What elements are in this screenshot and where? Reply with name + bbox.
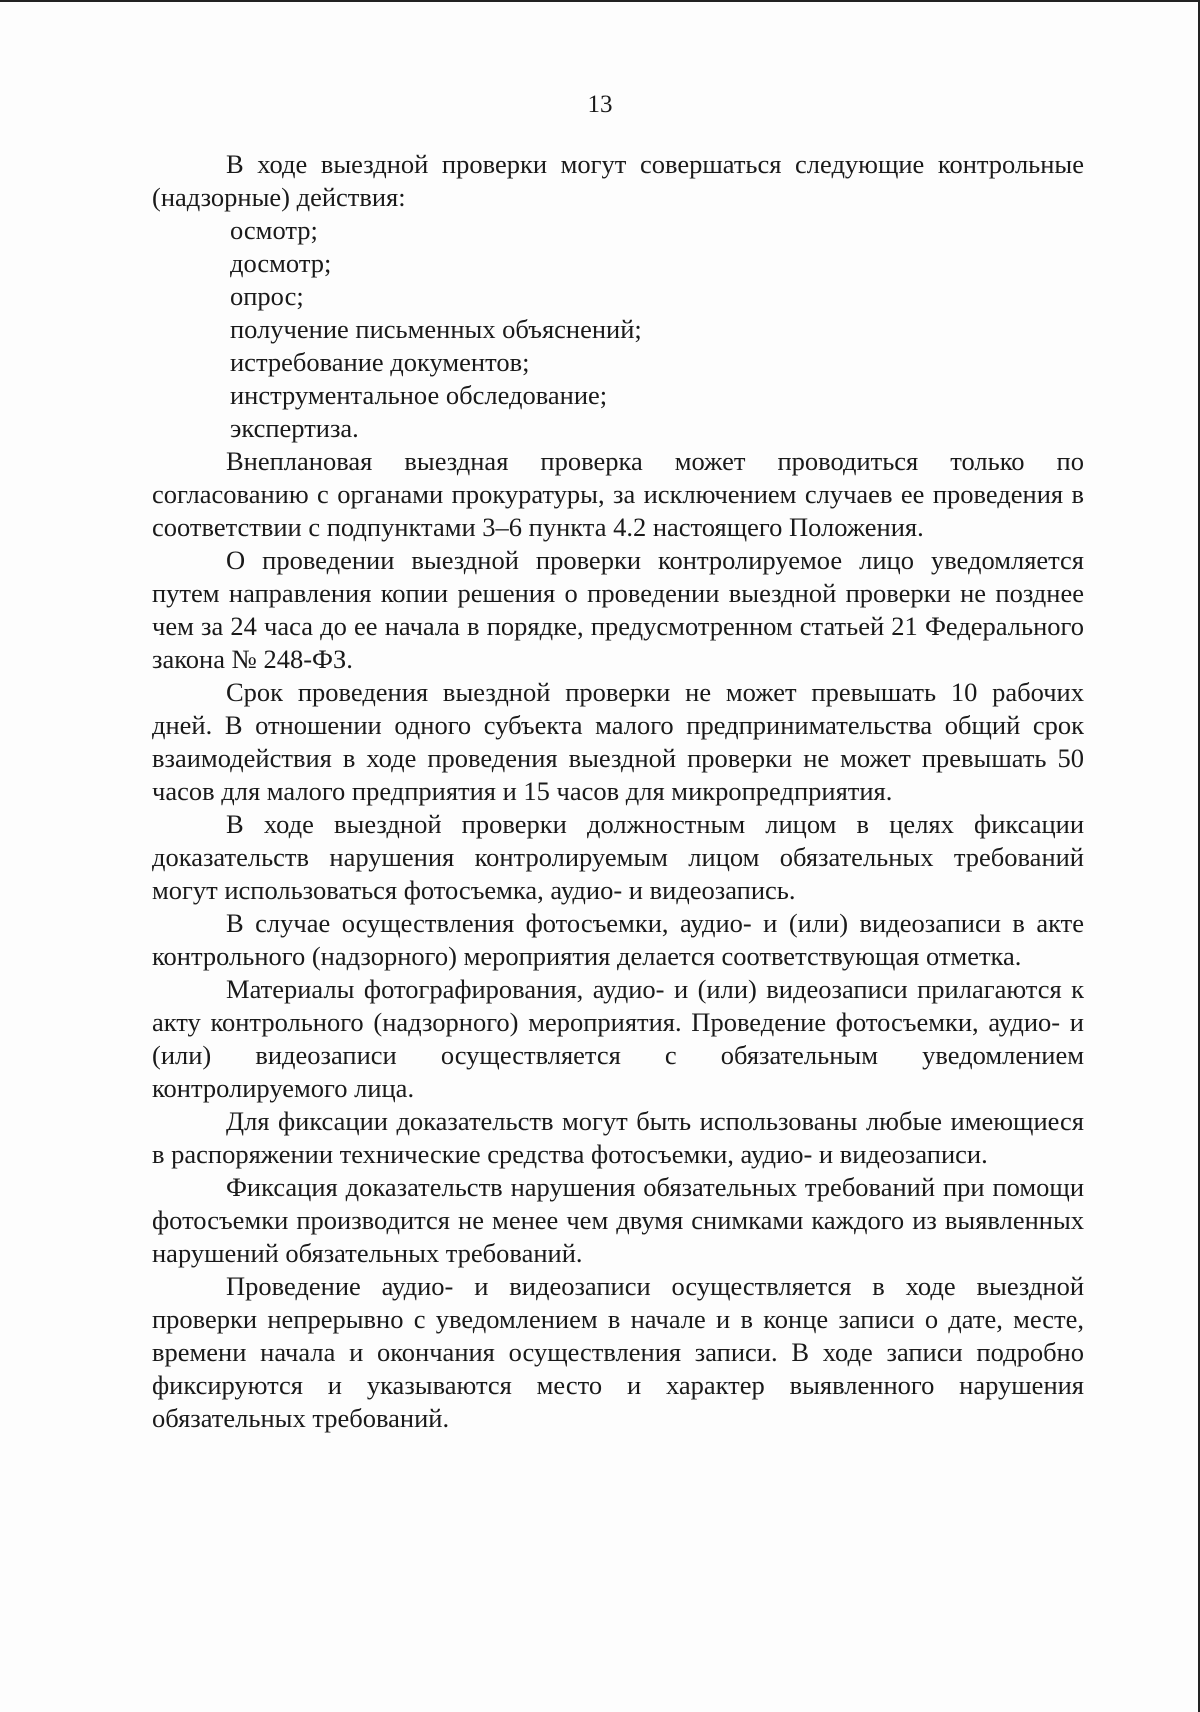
paragraph-audio-video: Проведение аудио- и видеозаписи осуществляется в ходе выездной проверки непрерывно с уведомлением в начале и в конце записи о дате, месте, времени начала и окончания осуществления записи. В ходе записи подробно фиксируются и указываются место и характер выявленного нарушения обязательных требований.: [152, 1271, 1084, 1433]
paragraph-technical-means: Для фиксации доказательств могут быть использованы любые имеющиеся в распоряжении технические средства фотосъемки, аудио- и видеозаписи.: [152, 1106, 1084, 1169]
list-item: экспертиза.: [230, 413, 359, 443]
paragraph-notification: О проведении выездной проверки контролируемое лицо уведомляется путем направления копии решения о проведении выездной проверки не позднее чем за 24 часа до ее начала в порядке, предусмотренном статьей 21 Федерального закона № 248-ФЗ.: [152, 545, 1084, 674]
intro-paragraph: В ходе выездной проверки могут совершаться следующие контрольные (надзорные) действия:: [152, 149, 1084, 212]
page-number: 13: [587, 91, 613, 118]
actions-list: [152, 214, 1084, 445]
scan-edge-top: [0, 0, 1200, 2]
list-item: инструментальное обследование;: [230, 380, 608, 410]
list-item: опрос;: [230, 281, 304, 311]
paragraph-act-note: В случае осуществления фотосъемки, аудио- и (или) видеозаписи в акте контрольного (надзорного) мероприятия делается соответствующая отметка.: [152, 908, 1084, 971]
list-item: получение письменных объяснений;: [230, 314, 642, 344]
list-item: досмотр;: [230, 248, 332, 278]
paragraph-evidence-recording: В ходе выездной проверки должностным лицом в целях фиксации доказательств нарушения контролируемым лицом обязательных требований могут использоваться фотосъемка, аудио- и видеозапись.: [152, 809, 1084, 905]
paragraph-unscheduled-inspection: Внеплановая выездная проверка может проводиться только по согласованию с органами прокуратуры, за исключением случаев ее проведения в соответствии с подпунктами 3–6 пункта 4.2 настоящего Положения.: [152, 446, 1084, 542]
paragraph-photo-fixation: Фиксация доказательств нарушения обязательных требований при помощи фотосъемки производится не менее чем двумя снимками каждого из выявленных нарушений обязательных требований.: [152, 1172, 1084, 1268]
paragraph-duration: Срок проведения выездной проверки не может превышать 10 рабочих дней. В отношении одного субъекта малого предпринимательства общий срок взаимодействия в ходе проведения выездной проверки не может превышать 50 часов для малого предприятия и 15 часов для микропредприятия.: [152, 677, 1084, 806]
list-item: осмотр;: [230, 215, 318, 245]
list-item: истребование документов;: [230, 347, 530, 377]
paragraph-materials: Материалы фотографирования, аудио- и (или) видеозаписи прилагаются к акту контрольного (надзорного) мероприятия. Проведение фотосъемки, аудио- и (или) видеозаписи осуществляется с обязательным уведомлением контролируемого лица.: [152, 974, 1084, 1103]
document-body: [152, 148, 1084, 1435]
